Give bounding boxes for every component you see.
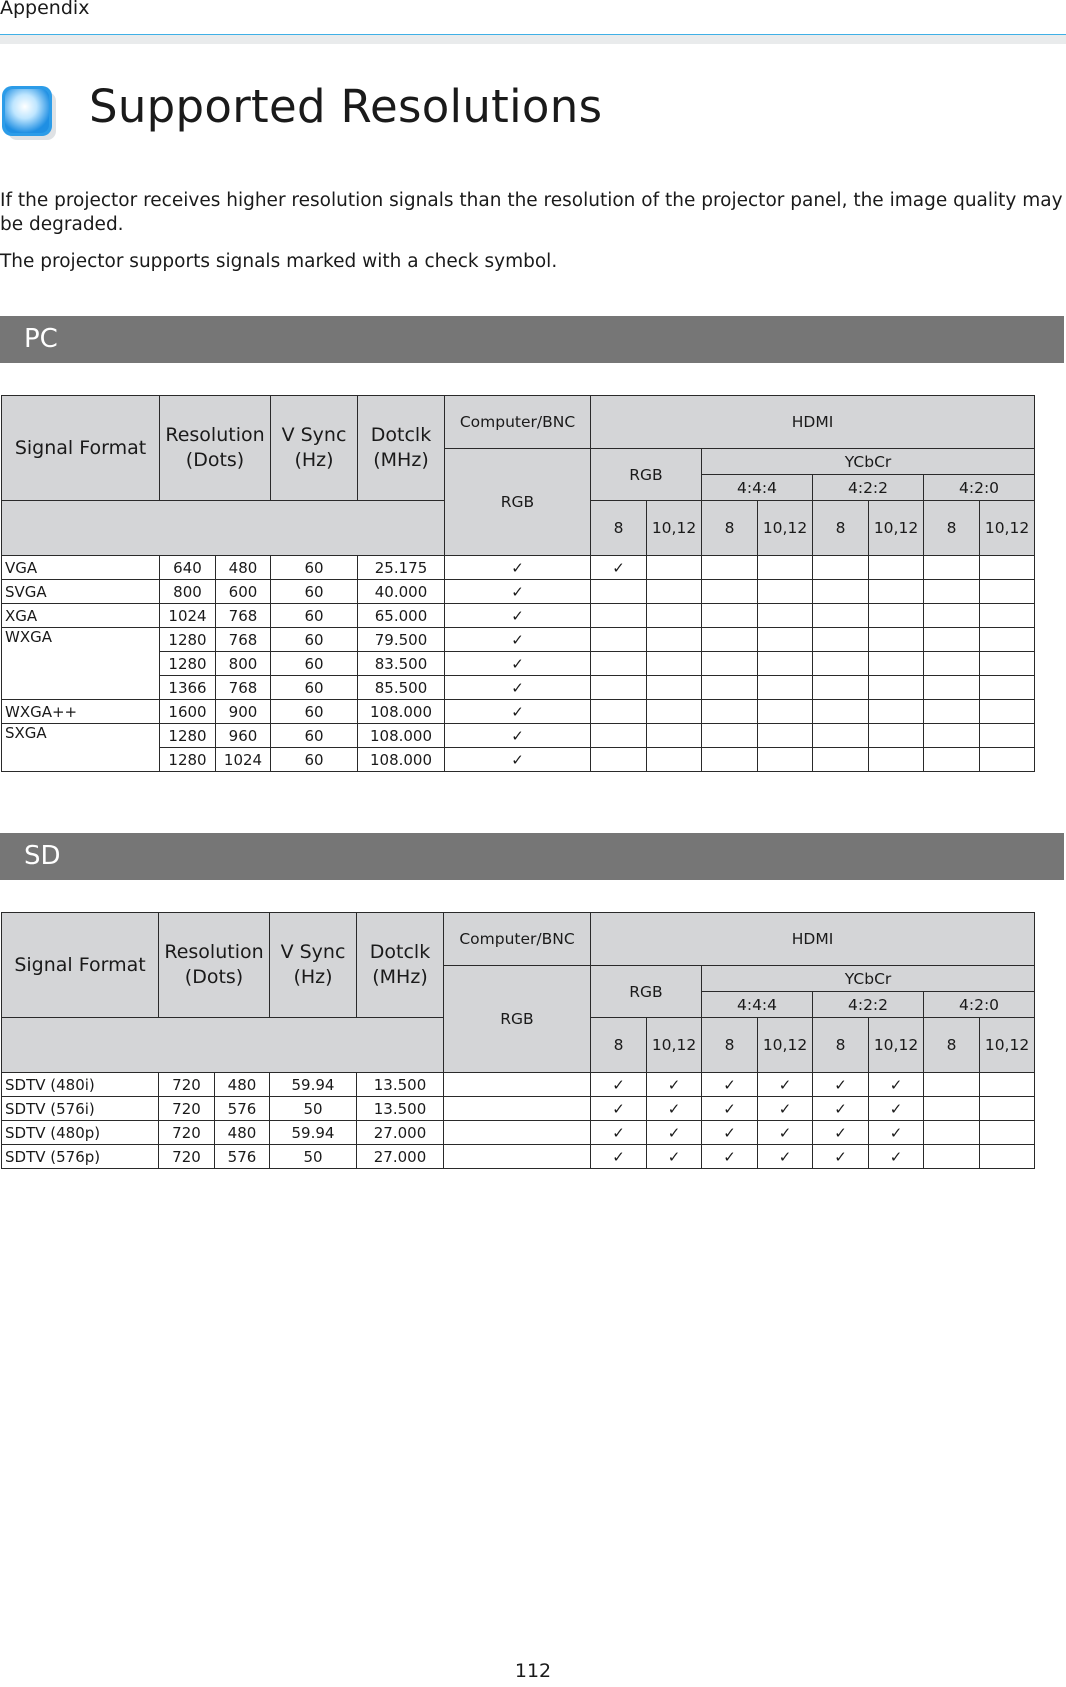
check-mark-icon: ✓ <box>889 1147 903 1166</box>
check-mark-icon: ✓ <box>778 1147 792 1166</box>
vsync-cell: 60 <box>271 652 358 676</box>
support-cell <box>702 652 758 676</box>
support-cell <box>924 724 980 748</box>
header-hdmi: HDMI <box>591 396 1035 449</box>
header-422: 4:2:2 <box>813 992 924 1018</box>
support-cell <box>924 1097 980 1121</box>
dotclk-cell: 25.175 <box>358 556 445 580</box>
support-cell <box>924 652 980 676</box>
header-rgb: RGB <box>444 966 591 1073</box>
vsync-cell: 60 <box>271 556 358 580</box>
support-cell <box>591 628 647 652</box>
support-cell <box>869 676 924 700</box>
header-depth-1012: 10,12 <box>869 501 924 556</box>
support-cell <box>647 652 702 676</box>
support-cell <box>647 628 702 652</box>
support-cell <box>813 1073 869 1097</box>
support-cell <box>813 580 869 604</box>
support-cell <box>758 556 813 580</box>
support-cell <box>647 556 702 580</box>
resolution-width-cell: 800 <box>160 580 216 604</box>
support-cell <box>445 748 591 772</box>
section-title: SD <box>24 841 61 871</box>
check-mark-icon: ✓ <box>511 558 524 577</box>
support-cell <box>647 1073 702 1097</box>
support-cell <box>813 676 869 700</box>
check-mark-icon: ✓ <box>511 726 524 745</box>
support-cell <box>813 700 869 724</box>
support-cell <box>444 1121 591 1145</box>
support-cell <box>758 1073 813 1097</box>
resolution-height-cell: 480 <box>215 1073 270 1097</box>
header-depth-8: 8 <box>924 501 980 556</box>
header-band <box>0 35 1066 44</box>
support-cell <box>702 676 758 700</box>
signal-format-cell: WXGA <box>2 628 160 700</box>
table-row <box>2 724 1035 748</box>
support-cell <box>924 580 980 604</box>
header-dotclk: Dotclk (MHz) <box>358 396 445 501</box>
support-cell <box>924 1073 980 1097</box>
table-row <box>2 628 1035 652</box>
resolution-width-cell: 640 <box>160 556 216 580</box>
check-mark-icon: ✓ <box>511 630 524 649</box>
check-mark-icon: ✓ <box>889 1123 903 1142</box>
table-row <box>2 1121 1035 1145</box>
support-cell <box>445 604 591 628</box>
check-mark-icon: ✓ <box>511 654 524 673</box>
resolution-height-cell: 900 <box>216 700 271 724</box>
resolution-height-cell: 768 <box>216 628 271 652</box>
support-cell <box>980 676 1035 700</box>
header-422: 4:2:2 <box>813 475 924 501</box>
dotclk-cell: 85.500 <box>358 676 445 700</box>
support-cell <box>702 580 758 604</box>
signal-format-cell: XGA <box>2 604 160 628</box>
header-depth-1012: 10,12 <box>980 501 1035 556</box>
header-depth-8: 8 <box>813 1018 869 1073</box>
header-ycbcr: YCbCr <box>702 966 1035 992</box>
check-mark-icon: ✓ <box>723 1123 736 1142</box>
sd-resolution-table <box>1 912 1035 1169</box>
support-cell <box>445 628 591 652</box>
table-row <box>2 556 1035 580</box>
support-cell <box>869 556 924 580</box>
support-cell <box>702 604 758 628</box>
resolution-width-cell: 1280 <box>160 652 216 676</box>
header-resolution: Resolution (Dots) <box>159 913 270 1018</box>
resolution-height-cell: 480 <box>216 556 271 580</box>
support-cell <box>869 1121 924 1145</box>
page-title: Supported Resolutions <box>89 80 603 133</box>
header-resolution: Resolution (Dots) <box>160 396 271 501</box>
table-row <box>2 1097 1035 1121</box>
support-cell <box>445 652 591 676</box>
support-cell <box>647 1145 702 1169</box>
resolution-width-cell: 720 <box>159 1145 215 1169</box>
support-cell <box>702 556 758 580</box>
resolution-height-cell: 960 <box>216 724 271 748</box>
dotclk-cell: 65.000 <box>358 604 445 628</box>
resolution-width-cell: 1024 <box>160 604 216 628</box>
dotclk-cell: 108.000 <box>358 700 445 724</box>
support-cell <box>591 676 647 700</box>
section-bar-sd <box>0 833 1064 880</box>
header-depth-8: 8 <box>591 1018 647 1073</box>
support-cell <box>758 1097 813 1121</box>
support-cell <box>980 700 1035 724</box>
header-depth-1012: 10,12 <box>758 1018 813 1073</box>
header-depth-8: 8 <box>924 1018 980 1073</box>
resolution-width-cell: 720 <box>159 1097 215 1121</box>
check-mark-icon: ✓ <box>511 582 524 601</box>
signal-format-cell: SDTV (480i) <box>2 1073 159 1097</box>
check-mark-icon: ✓ <box>834 1123 847 1142</box>
header-hdmi-rgb: RGB <box>591 449 702 501</box>
support-cell <box>758 676 813 700</box>
support-cell <box>758 580 813 604</box>
header-spacer <box>2 501 445 556</box>
resolution-width-cell: 1366 <box>160 676 216 700</box>
support-cell <box>813 724 869 748</box>
resolution-width-cell: 1280 <box>160 628 216 652</box>
page-number: 112 <box>514 1660 552 1682</box>
header-depth-8: 8 <box>591 501 647 556</box>
support-cell <box>869 604 924 628</box>
support-cell <box>813 556 869 580</box>
check-mark-icon: ✓ <box>723 1075 736 1094</box>
check-mark-icon: ✓ <box>889 1099 903 1118</box>
support-cell <box>758 604 813 628</box>
support-cell <box>924 1145 980 1169</box>
dotclk-cell: 108.000 <box>358 748 445 772</box>
section-title: PC <box>24 324 58 354</box>
resolution-height-cell: 576 <box>215 1097 270 1121</box>
vsync-cell: 60 <box>271 604 358 628</box>
support-cell <box>869 1073 924 1097</box>
support-cell <box>591 652 647 676</box>
support-cell <box>445 724 591 748</box>
resolution-height-cell: 480 <box>215 1121 270 1145</box>
section-bar-pc <box>0 316 1064 363</box>
support-cell <box>647 724 702 748</box>
header-hdmi: HDMI <box>591 913 1035 966</box>
header-signal-format: Signal Format <box>2 913 159 1018</box>
vsync-cell: 60 <box>271 724 358 748</box>
support-cell <box>980 1121 1035 1145</box>
intro-paragraph: If the projector receives higher resolution signals than the resolution of the projector panel, the image quality may be degraded. <box>0 190 1063 235</box>
support-cell <box>813 628 869 652</box>
support-cell <box>813 652 869 676</box>
header-rgb: RGB <box>445 449 591 556</box>
check-mark-icon: ✓ <box>723 1147 736 1166</box>
support-cell <box>980 724 1035 748</box>
dotclk-cell: 13.500 <box>357 1097 444 1121</box>
resolution-height-cell: 1024 <box>216 748 271 772</box>
support-cell <box>591 1097 647 1121</box>
header-420: 4:2:0 <box>924 475 1035 501</box>
resolution-width-cell: 720 <box>159 1073 215 1097</box>
support-cell <box>647 1121 702 1145</box>
support-cell <box>924 556 980 580</box>
support-cell <box>758 628 813 652</box>
support-cell <box>444 1145 591 1169</box>
support-cell <box>869 748 924 772</box>
header-444: 4:4:4 <box>702 475 813 501</box>
support-cell <box>647 748 702 772</box>
header-depth-1012: 10,12 <box>647 1018 702 1073</box>
support-cell <box>591 1073 647 1097</box>
signal-format-cell: SXGA <box>2 724 160 772</box>
check-mark-icon: ✓ <box>511 678 524 697</box>
support-cell <box>869 580 924 604</box>
vsync-cell: 60 <box>271 700 358 724</box>
check-mark-icon: ✓ <box>667 1075 681 1094</box>
support-cell <box>445 556 591 580</box>
header-computer-bnc: Computer/BNC <box>445 396 591 449</box>
vsync-cell: 50 <box>270 1097 357 1121</box>
check-mark-icon: ✓ <box>511 606 524 625</box>
check-mark-icon: ✓ <box>889 1075 903 1094</box>
dotclk-cell: 27.000 <box>357 1121 444 1145</box>
support-cell <box>591 1121 647 1145</box>
support-cell <box>591 580 647 604</box>
support-cell <box>813 1145 869 1169</box>
vsync-cell: 59.94 <box>270 1073 357 1097</box>
signal-format-cell: SDTV (576i) <box>2 1097 159 1121</box>
support-cell <box>758 724 813 748</box>
header-signal-format: Signal Format <box>2 396 160 501</box>
vsync-cell: 60 <box>271 748 358 772</box>
support-cell <box>702 1121 758 1145</box>
support-cell <box>702 1073 758 1097</box>
support-cell <box>980 1097 1035 1121</box>
check-mark-icon: ✓ <box>511 750 524 769</box>
support-cell <box>444 1073 591 1097</box>
support-cell <box>980 556 1035 580</box>
support-cell <box>813 748 869 772</box>
support-cell <box>702 1097 758 1121</box>
resolution-height-cell: 800 <box>216 652 271 676</box>
header-depth-1012: 10,12 <box>980 1018 1035 1073</box>
support-cell <box>980 748 1035 772</box>
support-cell <box>445 676 591 700</box>
table-row <box>2 580 1035 604</box>
table-row <box>2 604 1035 628</box>
support-cell <box>702 1145 758 1169</box>
support-cell <box>647 676 702 700</box>
section-bullet-icon <box>2 86 57 141</box>
check-mark-icon: ✓ <box>834 1075 847 1094</box>
resolution-height-cell: 768 <box>216 676 271 700</box>
table-row <box>2 1145 1035 1169</box>
support-cell <box>591 1145 647 1169</box>
table-row <box>2 1073 1035 1097</box>
support-cell <box>813 604 869 628</box>
running-head: Appendix <box>0 0 90 19</box>
signal-format-cell: WXGA++ <box>2 700 160 724</box>
pc-resolution-table <box>1 395 1035 772</box>
header-depth-1012: 10,12 <box>758 501 813 556</box>
support-cell <box>591 604 647 628</box>
support-cell <box>924 604 980 628</box>
dotclk-cell: 13.500 <box>357 1073 444 1097</box>
support-cell <box>924 700 980 724</box>
support-cell <box>758 700 813 724</box>
support-cell <box>980 628 1035 652</box>
support-cell <box>444 1097 591 1121</box>
dotclk-cell: 40.000 <box>358 580 445 604</box>
support-cell <box>980 604 1035 628</box>
header-hdmi-rgb: RGB <box>591 966 702 1018</box>
check-mark-icon: ✓ <box>612 1147 625 1166</box>
support-cell <box>647 1097 702 1121</box>
support-cell <box>702 700 758 724</box>
table-row <box>2 700 1035 724</box>
support-cell <box>702 724 758 748</box>
support-cell <box>813 1121 869 1145</box>
vsync-cell: 59.94 <box>270 1121 357 1145</box>
check-mark-icon: ✓ <box>612 1075 625 1094</box>
dotclk-cell: 27.000 <box>357 1145 444 1169</box>
support-cell <box>869 724 924 748</box>
support-cell <box>445 700 591 724</box>
dotclk-cell: 83.500 <box>358 652 445 676</box>
dotclk-cell: 79.500 <box>358 628 445 652</box>
support-cell <box>647 580 702 604</box>
resolution-height-cell: 576 <box>215 1145 270 1169</box>
check-mark-icon: ✓ <box>667 1123 681 1142</box>
support-cell <box>869 628 924 652</box>
support-cell <box>980 1073 1035 1097</box>
check-mark-icon: ✓ <box>834 1147 847 1166</box>
support-cell <box>924 748 980 772</box>
support-cell <box>591 724 647 748</box>
header-depth-8: 8 <box>702 1018 758 1073</box>
vsync-cell: 60 <box>271 580 358 604</box>
support-cell <box>980 580 1035 604</box>
signal-format-cell: SVGA <box>2 580 160 604</box>
check-mark-icon: ✓ <box>667 1099 681 1118</box>
support-cell <box>591 556 647 580</box>
header-depth-8: 8 <box>702 501 758 556</box>
header-spacer <box>2 1018 444 1073</box>
support-cell <box>702 628 758 652</box>
support-cell <box>813 1097 869 1121</box>
check-mark-icon: ✓ <box>511 702 524 721</box>
header-vsync: V Sync (Hz) <box>270 913 357 1018</box>
check-mark-icon: ✓ <box>723 1099 736 1118</box>
resolution-width-cell: 720 <box>159 1121 215 1145</box>
support-cell <box>758 748 813 772</box>
signal-format-cell: VGA <box>2 556 160 580</box>
vsync-cell: 60 <box>271 628 358 652</box>
check-mark-icon: ✓ <box>667 1147 681 1166</box>
support-cell <box>758 652 813 676</box>
support-cell <box>980 652 1035 676</box>
support-cell <box>702 748 758 772</box>
vsync-cell: 60 <box>271 676 358 700</box>
support-cell <box>924 676 980 700</box>
header-depth-1012: 10,12 <box>869 1018 924 1073</box>
resolution-height-cell: 600 <box>216 580 271 604</box>
support-cell <box>758 1145 813 1169</box>
dotclk-cell: 108.000 <box>358 724 445 748</box>
header-depth-8: 8 <box>813 501 869 556</box>
header-ycbcr: YCbCr <box>702 449 1035 475</box>
header-420: 4:2:0 <box>924 992 1035 1018</box>
support-cell <box>591 748 647 772</box>
resolution-height-cell: 768 <box>216 604 271 628</box>
check-mark-icon: ✓ <box>778 1099 792 1118</box>
check-mark-icon: ✓ <box>778 1075 792 1094</box>
check-mark-icon: ✓ <box>778 1123 792 1142</box>
support-cell <box>869 652 924 676</box>
resolution-width-cell: 1280 <box>160 748 216 772</box>
support-cell <box>869 1145 924 1169</box>
header-dotclk: Dotclk (MHz) <box>357 913 444 1018</box>
support-cell <box>647 604 702 628</box>
support-cell <box>591 700 647 724</box>
support-cell <box>924 628 980 652</box>
signal-format-cell: SDTV (480p) <box>2 1121 159 1145</box>
support-cell <box>445 580 591 604</box>
check-mark-icon: ✓ <box>612 558 625 577</box>
header-depth-1012: 10,12 <box>647 501 702 556</box>
check-mark-icon: ✓ <box>612 1123 625 1142</box>
support-cell <box>647 700 702 724</box>
check-mark-icon: ✓ <box>612 1099 625 1118</box>
check-mark-icon: ✓ <box>834 1099 847 1118</box>
header-vsync: V Sync (Hz) <box>271 396 358 501</box>
intro-paragraph: The projector supports signals marked with a check symbol. <box>0 251 558 272</box>
support-cell <box>758 1121 813 1145</box>
resolution-width-cell: 1280 <box>160 724 216 748</box>
support-cell <box>924 1121 980 1145</box>
header-computer-bnc: Computer/BNC <box>444 913 591 966</box>
vsync-cell: 50 <box>270 1145 357 1169</box>
support-cell <box>980 1145 1035 1169</box>
support-cell <box>869 700 924 724</box>
resolution-width-cell: 1600 <box>160 700 216 724</box>
signal-format-cell: SDTV (576p) <box>2 1145 159 1169</box>
header-444: 4:4:4 <box>702 992 813 1018</box>
support-cell <box>869 1097 924 1121</box>
